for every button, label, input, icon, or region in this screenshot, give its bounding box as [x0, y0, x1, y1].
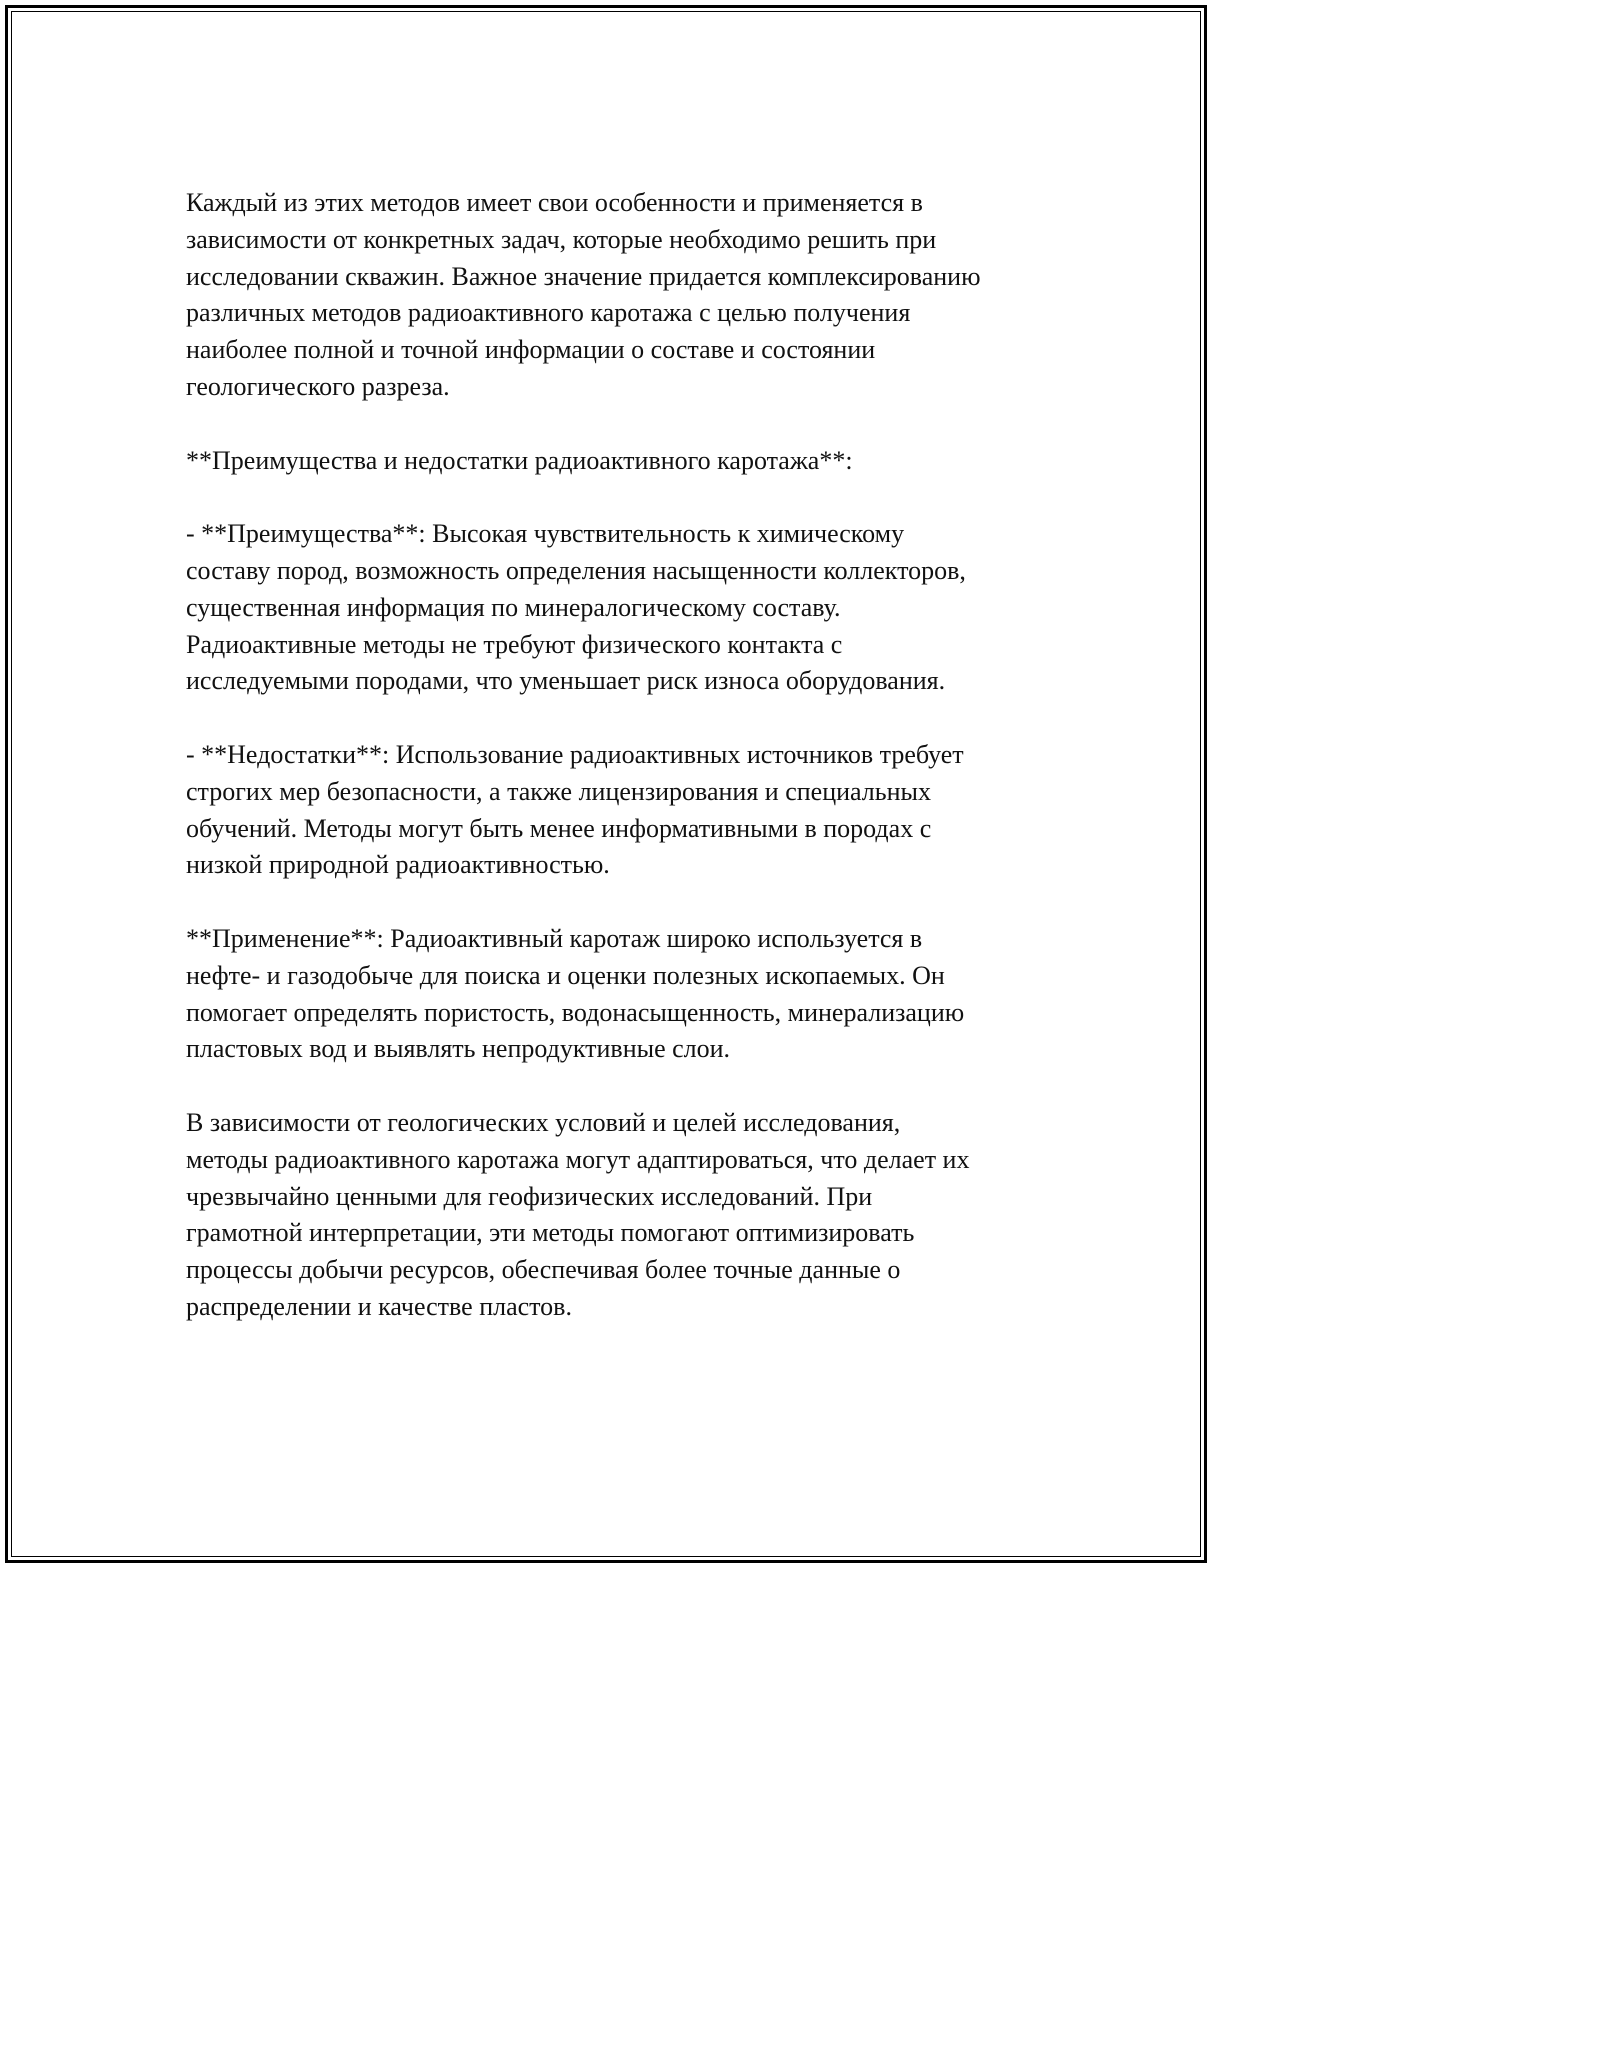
- text-line: пластовых вод и выявлять непродуктивные слои.: [186, 1034, 731, 1064]
- text-line: В зависимости от геологических условий и целей исследования,: [186, 1107, 901, 1137]
- text-line: строгих мер безопасности, а также лицензирования и специальных: [186, 776, 931, 806]
- text-line: существенная информация по минералогическому составу.: [186, 592, 841, 622]
- text-line: помогает определять пористость, водонасыщенность, минерализацию: [186, 997, 965, 1027]
- text-line: наиболее полной и точной информации о составе и состоянии: [186, 335, 876, 365]
- paragraph-conclusion: [186, 1105, 1056, 1326]
- text-line: - **Преимущества**: Высокая чувствительность к химическому: [186, 519, 905, 549]
- text-line: составу пород, возможность определения насыщенности коллекторов,: [186, 555, 966, 585]
- text-line: геологического разреза.: [186, 371, 450, 401]
- text-line: методы радиоактивного каротажа могут адаптироваться, что делает их: [186, 1144, 970, 1174]
- text-line: - **Недостатки**: Использование радиоактивных источников требует: [186, 739, 964, 769]
- text-line: нефте- и газодобыче для поиска и оценки полезных ископаемых. Он: [186, 960, 945, 990]
- text-line: Каждый из этих методов имеет свои особенности и применяется в: [186, 188, 923, 217]
- text-line: исследовании скважин. Важное значение придается комплексированию: [186, 261, 981, 291]
- text-line: обучений. Методы могут быть менее информативными в породах с: [186, 813, 932, 843]
- heading-line: **Преимущества и недостатки радиоактивного каротажа**:: [186, 445, 853, 475]
- text-line: чрезвычайно ценными для геофизических исследований. При: [186, 1181, 873, 1211]
- page-border: [5, 5, 1207, 1563]
- text-line: **Применение**: Радиоактивный каротаж широко используется в: [186, 923, 923, 953]
- paragraph-disadvantages: [186, 737, 1056, 884]
- text-line: процессы добычи ресурсов, обеспечивая более точные данные о: [186, 1255, 901, 1285]
- text-line: Радиоактивные методы не требуют физического контакта с: [186, 629, 843, 659]
- paragraph-advantages: [186, 516, 1056, 700]
- text-line: грамотной интерпретации, эти методы помогают оптимизировать: [186, 1218, 915, 1248]
- text-line: исследуемыми породами, что уменьшает риск износа оборудования.: [186, 666, 946, 696]
- paragraph-methods-overview: [186, 185, 1056, 406]
- text-line: низкой природной радиоактивностью.: [186, 850, 610, 880]
- text-line: распределении и качестве пластов.: [186, 1291, 572, 1321]
- text-line: зависимости от конкретных задач, которые необходимо решить при: [186, 224, 937, 254]
- section-heading-pros-cons: [186, 443, 1056, 480]
- text-line: различных методов радиоактивного каротажа с целью получения: [186, 298, 911, 328]
- document-body: [186, 185, 1056, 1326]
- paragraph-application: [186, 921, 1056, 1068]
